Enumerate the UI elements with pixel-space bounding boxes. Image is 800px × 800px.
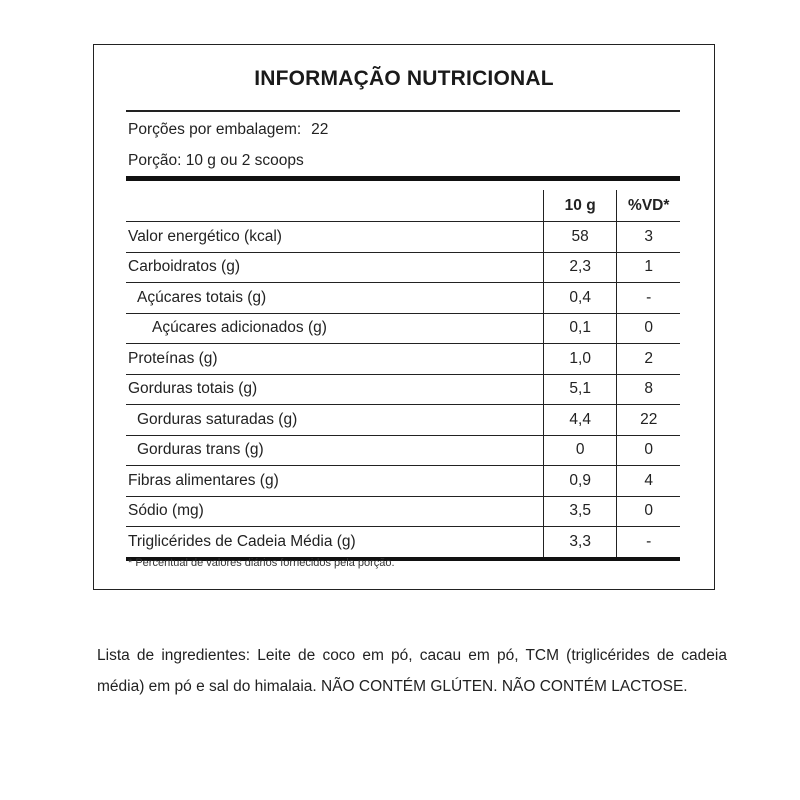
daily-value-footnote: * Percentual de valores diários fornecidos pela porção. [128,557,395,569]
table-row [126,313,680,344]
table-header-row [126,190,680,222]
nutrient-daily-value: 0 [617,313,680,344]
nutrient-name: Gorduras trans (g) [126,435,543,466]
nutrient-daily-value: - [617,527,680,559]
table-row [126,496,680,527]
nutrient-daily-value: 22 [617,405,680,436]
nutrient-amount: 3,3 [543,527,617,559]
label-title: INFORMAÇÃO NUTRICIONAL [254,67,554,90]
table-row [126,252,680,283]
nutrition-facts-label [93,44,715,590]
table-row [126,466,680,497]
table-row [126,374,680,405]
table-row [126,405,680,436]
nutrition-table [126,190,680,561]
nutrient-amount: 58 [543,222,617,253]
nutrient-amount: 1,0 [543,344,617,375]
nutrient-amount: 0,9 [543,466,617,497]
header-daily-value: %VD* [617,190,680,222]
table-row [126,344,680,375]
servings-per-package-label: Porções por embalagem: [128,121,302,138]
nutrient-amount: 3,5 [543,496,617,527]
nutrient-amount: 4,4 [543,405,617,436]
thick-divider [126,176,680,181]
nutrient-name: Açúcares adicionados (g) [126,313,543,344]
servings-per-package-value: 22 [311,121,329,138]
nutrient-amount: 5,1 [543,374,617,405]
title-divider [126,110,680,112]
nutrient-daily-value: 0 [617,496,680,527]
nutrient-amount: 0,1 [543,313,617,344]
nutrient-amount: 0,4 [543,283,617,314]
nutrient-daily-value: 0 [617,435,680,466]
portion-size: Porção: 10 g ou 2 scoops [128,152,304,169]
table-row [126,527,680,559]
nutrient-name: Gorduras totais (g) [126,374,543,405]
table-row [126,222,680,253]
nutrient-daily-value: 4 [617,466,680,497]
nutrient-daily-value: 8 [617,374,680,405]
ingredients-list: Lista de ingredientes: Leite de coco em pó, cacau em pó, TCM (triglicérides de cadeia média) em pó e sal do himalaia. NÃO CONTÉM GLÚTEN. NÃO CONTÉM LACTOSE. [97,647,727,695]
nutrient-name: Açúcares totais (g) [126,283,543,314]
servings-per-package [128,121,328,139]
table-row [126,283,680,314]
nutrient-daily-value: 3 [617,222,680,253]
nutrient-name: Sódio (mg) [126,496,543,527]
table-row [126,435,680,466]
nutrient-name: Triglicérides de Cadeia Média (g) [126,527,543,559]
header-amount: 10 g [543,190,617,222]
nutrient-name: Fibras alimentares (g) [126,466,543,497]
nutrient-name: Gorduras saturadas (g) [126,405,543,436]
nutrient-name: Proteínas (g) [126,344,543,375]
nutrient-daily-value: 1 [617,252,680,283]
nutrient-amount: 0 [543,435,617,466]
nutrient-amount: 2,3 [543,252,617,283]
nutrient-daily-value: 2 [617,344,680,375]
nutrient-name: Valor energético (kcal) [126,222,543,253]
nutrient-name: Carboidratos (g) [126,252,543,283]
nutrient-daily-value: - [617,283,680,314]
